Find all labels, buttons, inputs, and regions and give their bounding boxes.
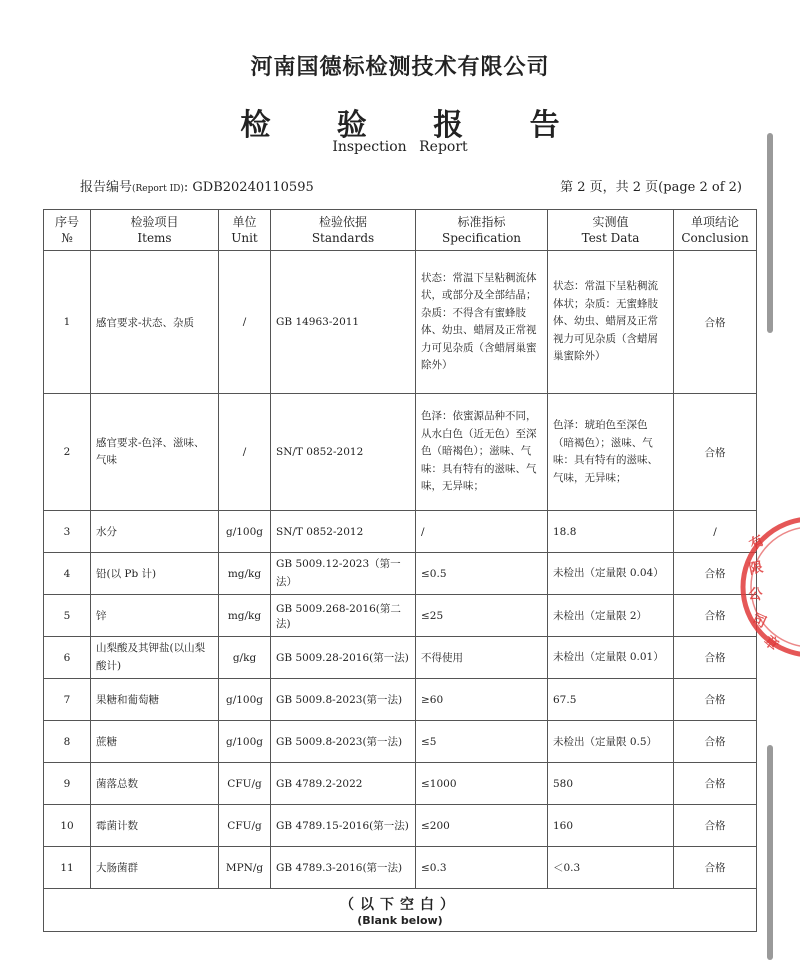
cell-standard: GB 4789.2-2022 bbox=[271, 763, 416, 805]
table-row bbox=[44, 847, 757, 889]
report-id-value: GDB20240110595 bbox=[192, 180, 314, 195]
cell-unit: g/100g bbox=[219, 679, 271, 721]
table-row bbox=[44, 679, 757, 721]
cell-no: 3 bbox=[44, 511, 91, 553]
cell-item: 山梨酸及其钾盐(以山梨酸计) bbox=[91, 637, 219, 679]
report-id-label: 报告编号 bbox=[80, 180, 133, 195]
cell-test: 未检出（定量限 0.04） bbox=[548, 553, 674, 595]
table-header-row bbox=[44, 210, 757, 251]
svg-text:限: 限 bbox=[747, 559, 765, 578]
cell-item: 铅(以 Pb 计) bbox=[91, 553, 219, 595]
cell-conclusion: 合格 bbox=[674, 721, 757, 763]
col-header-conclusion: 单项结论 Conclusion bbox=[674, 210, 757, 251]
cell-spec: ≤200 bbox=[416, 805, 548, 847]
cell-unit: / bbox=[219, 251, 271, 394]
cell-unit: mg/kg bbox=[219, 595, 271, 637]
svg-text:有: 有 bbox=[747, 532, 768, 554]
cell-spec: 色泽：依蜜源品种不同，从水白色（近无色）至深色（暗褐色）；滋味、气味：具有特有的滋味、气味，无异味； bbox=[416, 394, 548, 511]
cell-test: 160 bbox=[548, 805, 674, 847]
cell-item: 水分 bbox=[91, 511, 219, 553]
cell-standard: SN/T 0852-2012 bbox=[271, 394, 416, 511]
cell-test: 未检出（定量限 2） bbox=[548, 595, 674, 637]
report-id-label-en: (Report ID) bbox=[132, 184, 184, 194]
table-row bbox=[44, 553, 757, 595]
scrollbar-lower[interactable] bbox=[767, 745, 773, 960]
table-row bbox=[44, 394, 757, 511]
cell-unit: mg/kg bbox=[219, 553, 271, 595]
cell-unit: MPN/g bbox=[219, 847, 271, 889]
svg-text:公: 公 bbox=[747, 586, 764, 604]
cell-conclusion: 合格 bbox=[674, 679, 757, 721]
cell-item: 菌落总数 bbox=[91, 763, 219, 805]
page-info: 第 2 页，共 2 页(page 2 of 2) bbox=[560, 180, 742, 195]
cell-unit: / bbox=[219, 394, 271, 511]
cell-unit: g/kg bbox=[219, 637, 271, 679]
cell-no: 7 bbox=[44, 679, 91, 721]
cell-test: 状态：常温下呈粘稠流体状；杂质：无蜜蜂肢体、幼虫、蜡屑及正常视力可见杂质（含蜡屑巢蜜除外） bbox=[548, 251, 674, 394]
svg-text:司: 司 bbox=[749, 611, 769, 632]
cell-standard: SN/T 0852-2012 bbox=[271, 511, 416, 553]
cell-spec: / bbox=[416, 511, 548, 553]
cell-no: 1 bbox=[44, 251, 91, 394]
official-seal-stamp bbox=[733, 512, 800, 662]
cell-unit: CFU/g bbox=[219, 805, 271, 847]
cell-conclusion: 合格 bbox=[674, 847, 757, 889]
cell-standard: GB 5009.12-2023（第一法） bbox=[271, 553, 416, 595]
cell-spec: ≤5 bbox=[416, 721, 548, 763]
table-row bbox=[44, 251, 757, 394]
cell-test: 未检出（定量限 0.5） bbox=[548, 721, 674, 763]
cell-standard: GB 5009.8-2023(第一法) bbox=[271, 721, 416, 763]
cell-standard: GB 5009.268-2016(第二法) bbox=[271, 595, 416, 637]
cell-conclusion: 合格 bbox=[674, 805, 757, 847]
cell-item: 锌 bbox=[91, 595, 219, 637]
svg-text:章: 章 bbox=[760, 632, 782, 655]
blank-below-en: (Blank below) bbox=[357, 913, 443, 927]
cell-conclusion: 合格 bbox=[674, 251, 757, 394]
cell-spec: ≤0.3 bbox=[416, 847, 548, 889]
cell-no: 10 bbox=[44, 805, 91, 847]
cell-standard: GB 4789.3-2016(第一法) bbox=[271, 847, 416, 889]
cell-no: 11 bbox=[44, 847, 91, 889]
blank-below-cn: （以下空白） bbox=[340, 896, 460, 913]
blank-below-cell bbox=[44, 889, 757, 932]
cell-unit: g/100g bbox=[219, 511, 271, 553]
col-header-unit: 单位 Unit bbox=[219, 210, 271, 251]
cell-test: 18.8 bbox=[548, 511, 674, 553]
company-name: 河南国德标检测技术有限公司 bbox=[250, 54, 550, 80]
cell-standard: GB 5009.8-2023(第一法) bbox=[271, 679, 416, 721]
cell-conclusion: 合格 bbox=[674, 763, 757, 805]
cell-test: ＜0.3 bbox=[548, 847, 674, 889]
cell-standard: GB 14963-2011 bbox=[271, 251, 416, 394]
report-id-separator: : bbox=[183, 180, 189, 195]
cell-no: 6 bbox=[44, 637, 91, 679]
cell-spec: ≤1000 bbox=[416, 763, 548, 805]
table-row bbox=[44, 637, 757, 679]
cell-conclusion: 合格 bbox=[674, 637, 757, 679]
col-header-standards: 检验依据 Standards bbox=[271, 210, 416, 251]
cell-spec: ≥60 bbox=[416, 679, 548, 721]
cell-conclusion: 合格 bbox=[674, 595, 757, 637]
col-header-no: 序号 № bbox=[44, 210, 91, 251]
report-id-line bbox=[80, 176, 314, 195]
cell-spec: 不得使用 bbox=[416, 637, 548, 679]
report-title-en: Inspection Report bbox=[332, 139, 468, 155]
report-title: 检 验 报 告 bbox=[240, 108, 588, 143]
table-row bbox=[44, 763, 757, 805]
cell-item: 果糖和葡萄糖 bbox=[91, 679, 219, 721]
table-row bbox=[44, 595, 757, 637]
cell-no: 9 bbox=[44, 763, 91, 805]
table-row bbox=[44, 805, 757, 847]
cell-test: 580 bbox=[548, 763, 674, 805]
col-header-test-data: 实测值 Test Data bbox=[548, 210, 674, 251]
cell-conclusion: / bbox=[674, 511, 757, 553]
cell-spec: ≤0.5 bbox=[416, 553, 548, 595]
scrollbar-upper[interactable] bbox=[767, 133, 773, 333]
cell-spec: 状态：常温下呈粘稠流体状，或部分及全部结晶；杂质：不得含有蜜蜂肢体、幼虫、蜡屑及正常视力可见杂质（含蜡屑巢蜜除外） bbox=[416, 251, 548, 394]
blank-below-row bbox=[44, 889, 757, 932]
inspection-table bbox=[43, 209, 757, 932]
cell-spec: ≤25 bbox=[416, 595, 548, 637]
cell-no: 8 bbox=[44, 721, 91, 763]
cell-no: 4 bbox=[44, 553, 91, 595]
table-row bbox=[44, 511, 757, 553]
cell-unit: g/100g bbox=[219, 721, 271, 763]
cell-item: 感官要求-色泽、滋味、气味 bbox=[91, 394, 219, 511]
cell-item: 感官要求-状态、杂质 bbox=[91, 251, 219, 394]
cell-test: 色泽：琥珀色至深色（暗褐色）；滋味、气味：具有特有的滋味、气味，无异味； bbox=[548, 394, 674, 511]
cell-unit: CFU/g bbox=[219, 763, 271, 805]
cell-standard: GB 5009.28-2016(第一法) bbox=[271, 637, 416, 679]
cell-conclusion: 合格 bbox=[674, 394, 757, 511]
cell-conclusion: 合格 bbox=[674, 553, 757, 595]
cell-test: 67.5 bbox=[548, 679, 674, 721]
cell-no: 2 bbox=[44, 394, 91, 511]
cell-item: 大肠菌群 bbox=[91, 847, 219, 889]
cell-no: 5 bbox=[44, 595, 91, 637]
cell-item: 蔗糖 bbox=[91, 721, 219, 763]
table-row bbox=[44, 721, 757, 763]
col-header-specification: 标准指标 Specification bbox=[416, 210, 548, 251]
cell-item: 霉菌计数 bbox=[91, 805, 219, 847]
cell-standard: GB 4789.15-2016(第一法) bbox=[271, 805, 416, 847]
cell-test: 未检出（定量限 0.01） bbox=[548, 637, 674, 679]
seal-icon bbox=[733, 512, 800, 662]
col-header-items: 检验项目 Items bbox=[91, 210, 219, 251]
